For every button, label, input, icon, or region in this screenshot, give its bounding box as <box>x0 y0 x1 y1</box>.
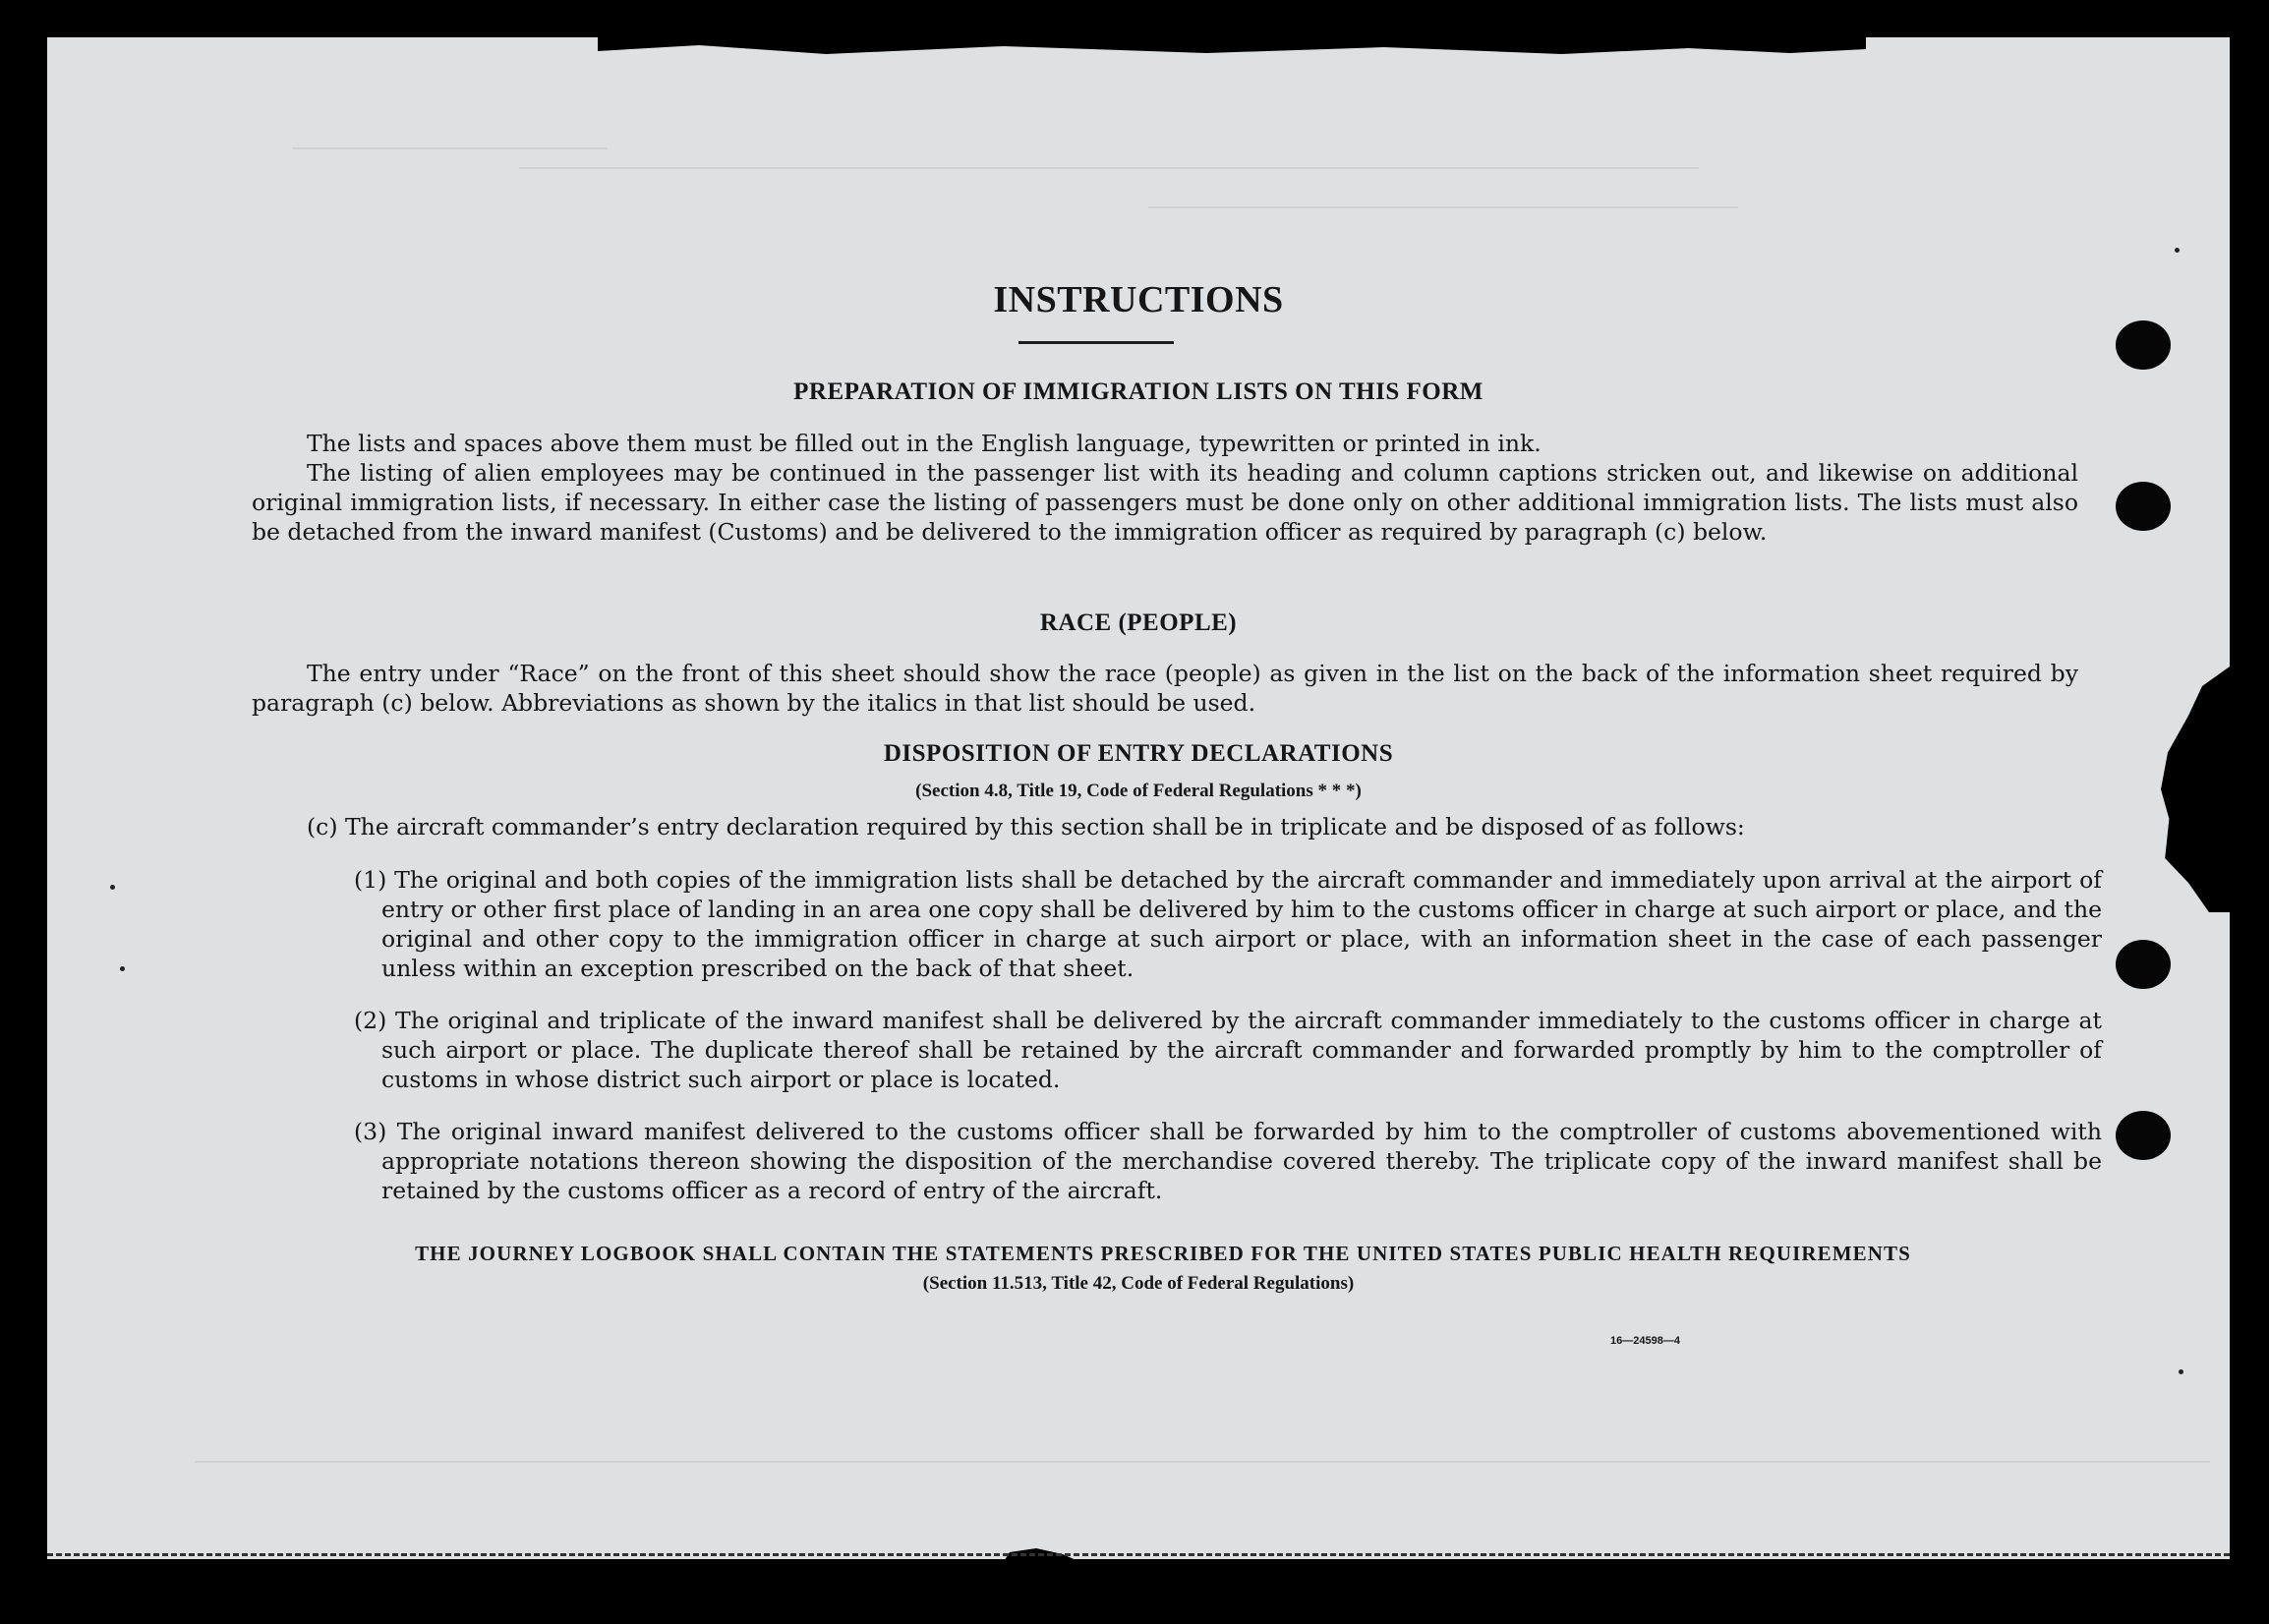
ink-speck <box>2175 248 2180 253</box>
race-section <box>252 659 2078 718</box>
title-underline <box>1018 341 1174 344</box>
health-requirements-citation: (Section 11.513, Title 42, Code of Federal Regulations) <box>922 1273 1355 1294</box>
bleed-through-mark <box>195 1461 2210 1463</box>
race-heading: RACE (PEOPLE) <box>1039 609 1238 636</box>
disposition-item-3: (3) The original inward manifest delivered to the customs officer shall be forwarded by him to the comptroller of customs abovementioned with appropriate notations thereon showing the disposition of the merchandise covered thereby. The triplicate copy of the inward manifest shall be retained by the customs officer as a record of entry of the aircraft. <box>354 1118 2102 1204</box>
bleed-through-mark <box>519 167 1699 169</box>
disposition-item-2: (2) The original and triplicate of the inward manifest shall be delivered by the aircraft commander immediately to the customs officer in charge at such airport or place. The duplicate thereof shall be retained by the aircraft commander and forwarded promptly by him to the comptroller of customs in whose district such airport or place is located. <box>354 1007 2102 1093</box>
ink-speck <box>110 885 115 890</box>
bleed-through-mark <box>1148 206 1738 208</box>
health-requirements-statement: THE JOURNEY LOGBOOK SHALL CONTAIN THE STATEMENTS PRESCRIBED FOR THE UNITED STATES PUBLIC HEALTH REQUIREMENTS <box>415 1242 1911 1265</box>
document-page <box>47 37 2230 1559</box>
punch-hole <box>2116 482 2171 531</box>
punch-hole <box>2116 320 2171 370</box>
clause-c: (c) The aircraft commander’s entry declaration required by this section shall be in triplicate and be disposed of as follows: <box>307 813 1745 841</box>
torn-edge-top <box>598 37 1866 57</box>
ink-speck <box>2179 1369 2183 1374</box>
disposition-item-1: (1) The original and both copies of the immigration lists shall be detached by the aircraft commander and immediately upon arrival at the airport of entry or other first place of landing in an area one copy shall be delivered by him to the customs officer in charge at such airport or place, and the original and other copy to the immigration officer in charge at such airport or place, with an information sheet in the case of each passenger unless within an exception prescribed on the back of that sheet. <box>354 866 2102 982</box>
preparation-paragraph-1: The lists and spaces above them must be filled out in the English language, typewritten or printed in ink. <box>307 430 1542 457</box>
form-number: 16—24598—4 <box>1610 1335 1680 1347</box>
disposition-citation: (Section 4.8, Title 19, Code of Federal Regulations * * *) <box>915 781 1362 801</box>
ink-speck <box>120 966 125 971</box>
document-title: INSTRUCTIONS <box>993 279 1284 320</box>
race-paragraph: The entry under “Race” on the front of this sheet should show the race (people) as given in the list on the back of the information sheet required by paragraph (c) below. Abbreviations as shown by the italics in that list should be used. <box>252 660 2078 717</box>
punch-hole <box>2116 940 2171 989</box>
preparation-paragraph-2: The listing of alien employees may be continued in the passenger list with its heading and column captions stricken out, and likewise on additional original immigration lists, if necessary. In either case the listing of passengers must be done only on other additional immigration lists. The lists must also be detached from the inward manifest (Customs) and be delivered to the immigration officer as required by paragraph (c) below. <box>252 459 2078 546</box>
preparation-section <box>252 429 2078 547</box>
bleed-through-mark <box>293 147 608 149</box>
punch-hole <box>2116 1111 2171 1160</box>
preparation-heading: PREPARATION OF IMMIGRATION LISTS ON THIS FORM <box>793 378 1484 405</box>
disposition-heading: DISPOSITION OF ENTRY DECLARATIONS <box>883 740 1394 767</box>
perforation-line <box>47 1553 2230 1556</box>
